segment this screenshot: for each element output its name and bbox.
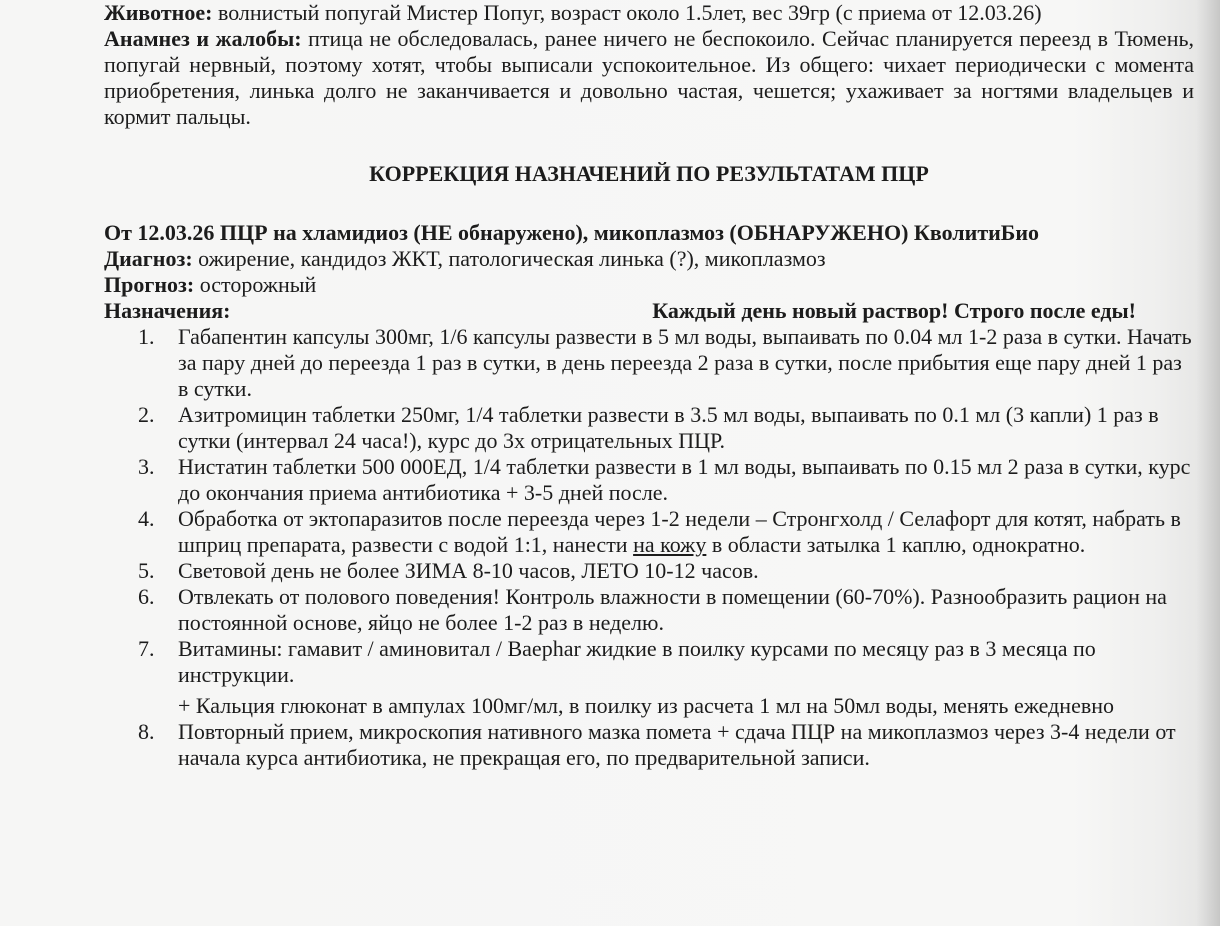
list-item-number: 5. <box>138 558 155 583</box>
pcr-result: От 12.03.26 ПЦР на хламидиоз (НЕ обнаружено), микоплазмоз (ОБНАРУЖЕНО) КволитиБио <box>104 220 1040 245</box>
list-item <box>104 402 1194 454</box>
prescriptions-list <box>104 324 1194 771</box>
list-item-body <box>178 636 1194 719</box>
list-item <box>104 558 1194 584</box>
diagnosis-line <box>104 246 1194 272</box>
prescriptions-header <box>104 298 1136 324</box>
list-item-text: Нистатин таблетки 500 000ЕД, 1/4 таблетки развести в 1 мл воды, выпаивать по 0.15 мл 2 раза в сутки, курс до окончания приема антибиотика + 3-5 дней после. <box>178 454 1191 505</box>
prognosis-line <box>104 272 1194 298</box>
list-item-number: 2. <box>138 402 155 427</box>
prescriptions-label: Назначения: <box>104 298 231 323</box>
list-item-number: 7. <box>138 636 155 661</box>
document-content <box>104 0 1194 771</box>
anamnesis-text: птица не обследовалась, ранее ничего не беспокоило. Сейчас планируется переезд в Тюмень, попугай нервный, поэтому хотят, чтобы выписали успокоительное. Из общего: чихает периодически с момента приобретения, линька долго не заканчивается и довольно частая, чешется; ухаживает за ногтями владельцев и кормит пальцы. <box>104 26 1195 129</box>
list-item <box>104 506 1194 558</box>
list-item-text-after: в области затылка 1 каплю, однократно. <box>706 532 1086 557</box>
prognosis-label: Прогноз: <box>104 272 195 297</box>
list-item-text-before: Обработка от эктопаразитов после переезда через 1-2 недели – Стронгхолд / Селафорт для котят, набрать в шприц препарата, развести с водой 1:1, нанести <box>178 506 1181 557</box>
animal-paragraph <box>104 0 1194 26</box>
animal-text: волнистый попугай Мистер Попуг, возраст около 1.5лет, вес 39гр (с приема от 12.03.26) <box>217 0 1042 25</box>
page-edge-shadow <box>1196 0 1220 926</box>
list-item-number: 8. <box>138 719 155 744</box>
prognosis-text: осторожный <box>199 272 317 297</box>
diagnosis-text: ожирение, кандидоз ЖКТ, патологическая линька (?), микоплазмоз <box>198 246 826 271</box>
list-item-number: 1. <box>138 324 155 349</box>
list-item-text: Повторный прием, микроскопия нативного мазка помета + сдача ПЦР на микоплазмоз через 3-4 недели от начала курса антибиотика, не прекращая его, по предварительной записи. <box>178 719 1176 770</box>
list-item-number: 6. <box>138 584 155 609</box>
anamnesis-label: Анамнез и жалобы: <box>104 26 302 51</box>
anamnesis-paragraph <box>104 26 1194 130</box>
list-item-number: 4. <box>138 506 155 531</box>
list-item-text <box>178 506 1194 558</box>
section-title: КОРРЕКЦИЯ НАЗНАЧЕНИЙ ПО РЕЗУЛЬТАТАМ ПЦР <box>369 161 929 186</box>
prescriptions-note: Каждый день новый раствор! Строго после еды! <box>652 298 1136 323</box>
list-item <box>104 584 1194 636</box>
list-item <box>104 454 1194 506</box>
list-item-text: Витамины: гамавит / аминовитал / Baephar жидкие в поилку курсами по месяцу раз в 3 месяца по инструкции. <box>178 636 1096 687</box>
list-item <box>104 324 1194 402</box>
list-item <box>104 719 1194 771</box>
animal-label: Животное: <box>104 0 213 25</box>
underlined-text: на кожу <box>633 532 707 557</box>
list-item-text: Азитромицин таблетки 250мг, 1/4 таблетки развести в 3.5 мл воды, выпаивать по 0.1 мл (3 капли) 1 раз в сутки (интервал 24 часа!), курс до 3х отрицательных ПЦР. <box>178 402 1159 453</box>
diagnosis-label: Диагноз: <box>104 246 193 271</box>
list-item <box>104 636 1194 719</box>
list-item-text: Световой день не более ЗИМА 8-10 часов, ЛЕТО 10-12 часов. <box>178 558 759 583</box>
list-item-number: 3. <box>138 454 155 479</box>
list-item-subtext: + Кальция глюконат в ампулах 100мг/мл, в поилку из расчета 1 мл на 50мл воды, менять ежедневно <box>178 693 1114 718</box>
list-item-text: Отвлекать от полового поведения! Контроль влажности в помещении (60-70%). Разнообразить рацион на постоянной основе, яйцо не более 1-2 раз в неделю. <box>178 584 1167 635</box>
list-item-text: Габапентин капсулы 300мг, 1/6 капсулы развести в 5 мл воды, выпаивать по 0.04 мл 1-2 раза в сутки. Начать за пару дней до переезда 1 раз в сутки, в день переезда 2 раза в сутки, после прибытия еще пару дней 1 раз в сутки. <box>178 324 1192 401</box>
